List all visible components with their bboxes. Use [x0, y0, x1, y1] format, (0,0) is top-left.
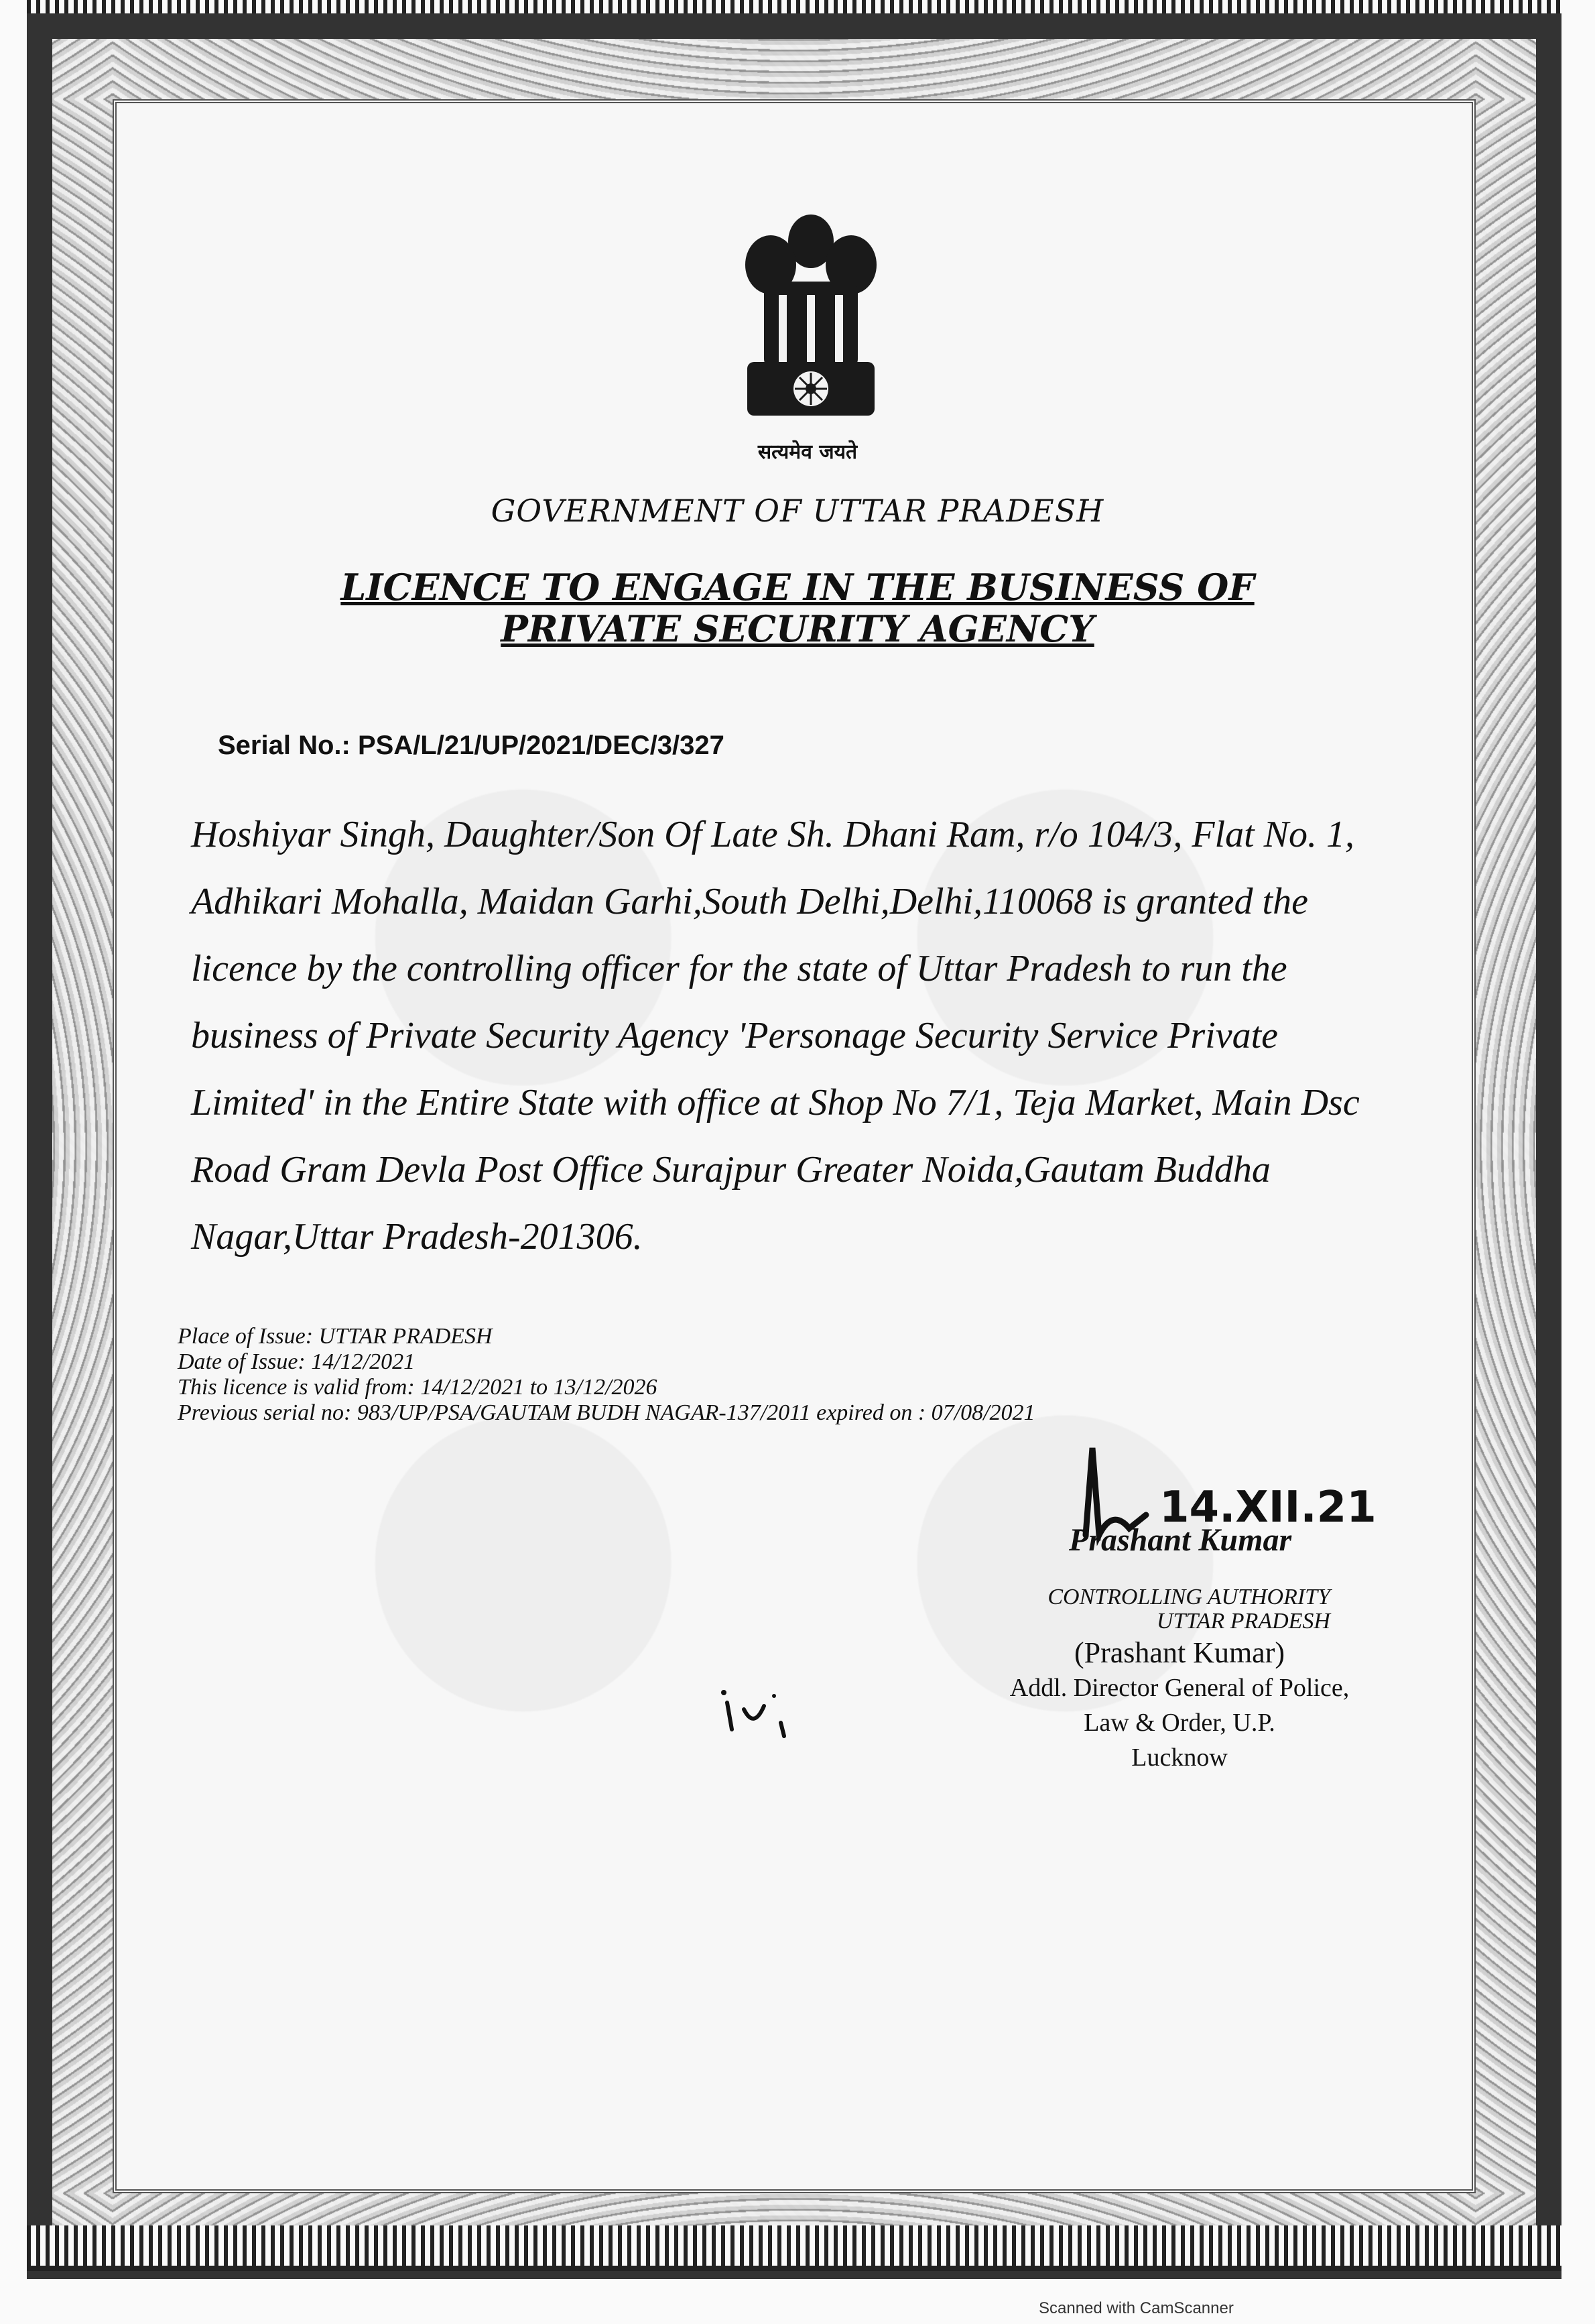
licence-title	[281, 566, 1314, 650]
border-bottom-band	[27, 2225, 1561, 2266]
authority-line1: CONTROLLING AUTHORITY	[1047, 1585, 1330, 1609]
border-bottom-rule	[27, 2266, 1561, 2271]
stamp-location: Lucknow	[1131, 1744, 1228, 1772]
licence-body	[191, 801, 1478, 1270]
scanner-footer: Scanned with CamScanner	[1039, 2299, 1234, 2317]
stamp-designation: Addl. Director General of Police,	[1009, 1674, 1350, 1702]
body-line: licence by the controlling officer for the state of Uttar Pradesh to run the	[191, 948, 1287, 989]
body-line: Limited' in the Entire State with office at Shop No 7/1, Teja Market, Main Dsc	[191, 1082, 1360, 1123]
validity-period: This licence is valid from: 14/12/2021 to 13/12/2026	[178, 1375, 657, 1400]
ink-mark	[717, 1683, 804, 1743]
serial-number: Serial No.: PSA/L/21/UP/2021/DEC/3/327	[218, 731, 724, 760]
emblem-motto: सत्यमेव जयते	[757, 440, 858, 464]
body-line: Hoshiyar Singh, Daughter/Son Of Late Sh. Dhani Ram, r/o 104/3, Flat No. 1,	[191, 814, 1354, 855]
licence-title-line1: LICENCE TO ENGAGE IN THE BUSINESS OF	[340, 566, 1255, 609]
place-of-issue: Place of Issue: UTTAR PRADESH	[178, 1324, 493, 1349]
body-line: Road Gram Devla Post Office Surajpur Greater Noida,Gautam Buddha	[191, 1149, 1271, 1190]
stamp-name: (Prashant Kumar)	[1074, 1636, 1285, 1669]
body-line: business of Private Security Agency 'Personage Security Service Private	[191, 1015, 1278, 1056]
ashoka-emblem-icon	[724, 201, 898, 442]
controlling-authority	[988, 1585, 1330, 1634]
body-line: Adhikari Mohalla, Maidan Garhi,South Delhi,Delhi,110068 is granted the	[191, 881, 1308, 922]
signature-date: 14.XII.21	[1159, 1483, 1377, 1532]
date-of-issue: Date of Issue: 14/12/2021	[178, 1349, 416, 1374]
stamp-department: Law & Order, U.P.	[1084, 1709, 1275, 1737]
government-heading: GOVERNMENT OF UTTAR PRADESH	[491, 493, 1104, 529]
official-stamp	[972, 1636, 1387, 1775]
signatory-name: Prashant Kumar	[1069, 1522, 1292, 1558]
previous-serial: Previous serial no: 983/UP/PSA/GAUTAM BUDH NAGAR-137/2011 expired on : 07/08/2021	[178, 1400, 1035, 1425]
body-line: Nagar,Uttar Pradesh-201306.	[191, 1216, 643, 1258]
authority-line2: UTTAR PRADESH	[1156, 1609, 1330, 1634]
issue-details	[178, 1324, 1250, 1426]
licence-title-line2: PRIVATE SECURITY AGENCY	[501, 607, 1094, 650]
